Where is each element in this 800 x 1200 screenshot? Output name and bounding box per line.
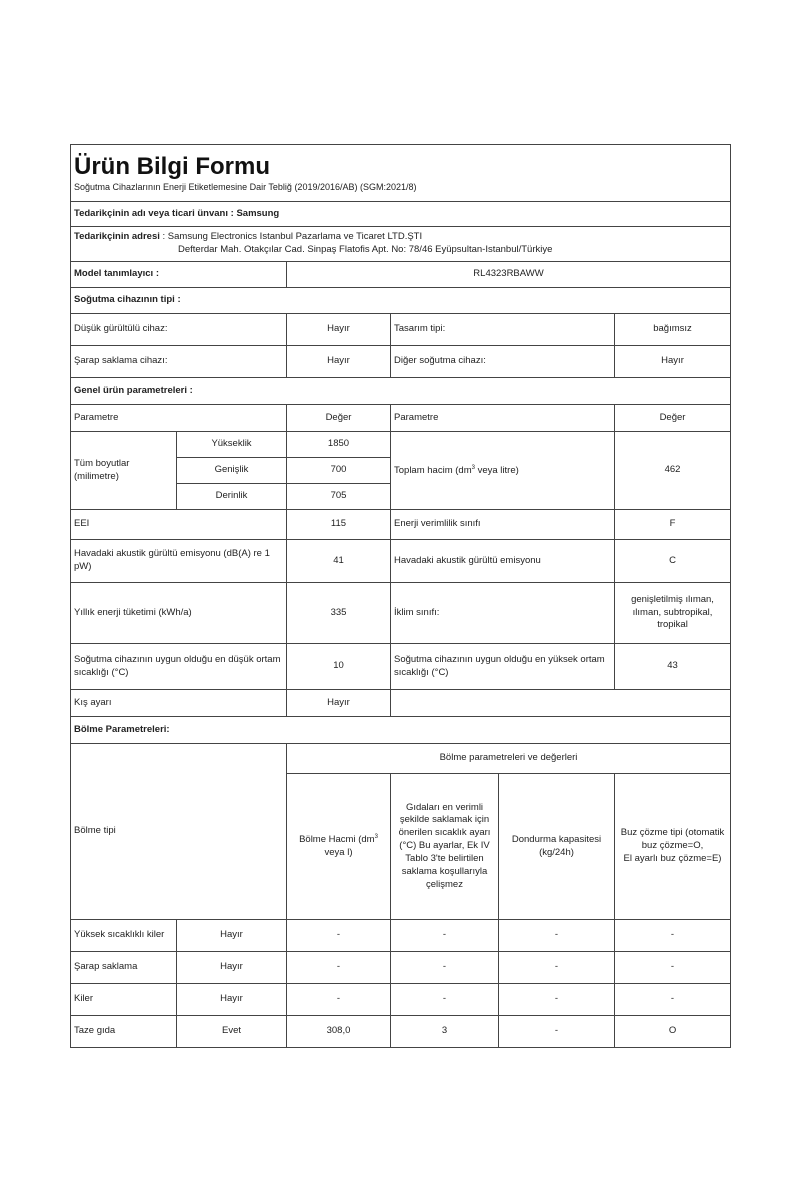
min-temp-label: Soğutma cihazının uygun olduğu en düşük ortam sıcaklığı (°C): [71, 644, 287, 690]
compartment-type-label: Bölme tipi: [71, 744, 287, 920]
compartment-freeze: -: [499, 920, 615, 952]
eei-value: 115: [287, 510, 391, 540]
form-subtitle: Soğutma Cihazlarının Enerji Etiketlemesine Dair Tebliğ (2019/2016/AB) (SGM:2021/8): [74, 181, 417, 192]
compartment-freeze: -: [499, 952, 615, 984]
comp-defrost-header: Buz çözme tipi (otomatik buz çözme=O, El ayarlı buz çözme=E): [615, 774, 731, 920]
supplier-name-label: Tedarikçinin adı veya ticari ünvanı :: [74, 207, 234, 219]
product-info-form: [70, 144, 731, 1048]
type-section-title: Soğutma cihazının tipi :: [71, 288, 731, 314]
design-type-value: bağımsız: [615, 314, 731, 346]
model-value: RL4323RBAWW: [287, 262, 731, 288]
design-type-label: Tasarım tipi:: [391, 314, 615, 346]
compartment-volume: 308,0: [287, 1016, 391, 1048]
supplier-name: Samsung: [236, 207, 280, 219]
compartment-name: Taze gıda: [71, 1016, 177, 1048]
model-label: Model tanımlayıcı :: [71, 262, 287, 288]
supplier-address-row: [71, 227, 731, 262]
compartment-name: Kiler: [71, 984, 177, 1016]
max-temp-value: 43: [615, 644, 731, 690]
compartment-temp: 3: [391, 1016, 499, 1048]
annual-energy-value: 335: [287, 583, 391, 644]
climate-value: genişletilmiş ılıman, ılıman, subtropikal, tropikal: [615, 583, 731, 644]
form-header: [71, 145, 731, 202]
other-value: Hayır: [615, 346, 731, 378]
low-noise-label: Düşük gürültülü cihaz:: [71, 314, 287, 346]
compartment-freeze: -: [499, 1016, 615, 1048]
other-label: Diğer soğutma cihazı:: [391, 346, 615, 378]
compartment-temp: -: [391, 920, 499, 952]
compartment-name: Şarap saklama: [71, 952, 177, 984]
form-title: Ürün Bilgi Formu: [74, 153, 270, 181]
energy-class-value: F: [615, 510, 731, 540]
max-temp-label: Soğutma cihazının uygun olduğu en yüksek ortam sıcaklığı (°C): [391, 644, 615, 690]
climate-label: İklim sınıfı:: [391, 583, 615, 644]
compartment-volume: -: [287, 952, 391, 984]
supplier-address-line1: : Samsung Electronics Istanbul Pazarlama ve Ticaret LTD.ŞTI: [162, 231, 423, 243]
noise-emission-label: Havadaki akustik gürültü emisyonu (dB(A) re 1 pW): [71, 540, 287, 583]
width-label: Genişlik: [177, 458, 287, 484]
table-row: [71, 920, 731, 952]
compartment-params-header: Bölme parametreleri ve değerleri: [287, 744, 731, 774]
noise-emission-value: 41: [287, 540, 391, 583]
general-section-title: Genel ürün parametreleri :: [71, 378, 731, 405]
comp-volume-header: Bölme Hacmi ($dm^3$ veya l): [287, 774, 391, 920]
winter-empty: [391, 690, 731, 717]
compartment-freeze: -: [499, 984, 615, 1016]
value-header-right: Değer: [615, 405, 731, 432]
width-value: 700: [287, 458, 391, 484]
compartment-present: Hayır: [177, 952, 287, 984]
comp-temp-header: Gıdaları en verimli şekilde saklamak için önerilen sıcaklık ayarı (°C) Bu ayarlar, Ek IV Tablo 3'te belirtilen saklama koşullarıyla çelişmez: [391, 774, 499, 920]
wine-label: Şarap saklama cihazı:: [71, 346, 287, 378]
supplier-address-line2: Defterdar Mah. Otakçılar Cad. Sinpaş Flatofis Apt. No: 78/46 Eyüpsultan-Istanbul/Türkiye: [178, 244, 553, 255]
compartment-temp: -: [391, 952, 499, 984]
compartment-name: Yüksek sıcaklıklı kiler: [71, 920, 177, 952]
compartment-section-title: Bölme Parametreleri:: [71, 717, 731, 744]
table-row: [71, 984, 731, 1016]
annual-energy-label: Yıllık enerji tüketimi (kWh/a): [71, 583, 287, 644]
dims-label: Tüm boyutlar (milimetre): [71, 432, 177, 510]
winter-label: Kış ayarı: [71, 690, 287, 717]
volume-value: 462: [615, 432, 731, 510]
compartment-present: Hayır: [177, 984, 287, 1016]
height-value: 1850: [287, 432, 391, 458]
noise-class-label: Havadaki akustik gürültü emisyonu: [391, 540, 615, 583]
comp-freeze-header: Dondurma kapasitesi (kg/24h): [499, 774, 615, 920]
table-row: [71, 952, 731, 984]
compartment-defrost: -: [615, 952, 731, 984]
noise-class-value: C: [615, 540, 731, 583]
compartment-present: Evet: [177, 1016, 287, 1048]
low-noise-value: Hayır: [287, 314, 391, 346]
supplier-address-label: Tedarikçinin adresi: [74, 231, 160, 243]
energy-class-label: Enerji verimlilik sınıfı: [391, 510, 615, 540]
table-row: [71, 1016, 731, 1048]
param-header-right: Parametre: [391, 405, 615, 432]
height-label: Yükseklik: [177, 432, 287, 458]
param-header: Parametre: [71, 405, 287, 432]
eei-label: EEI: [71, 510, 287, 540]
min-temp-value: 10: [287, 644, 391, 690]
value-header: Değer: [287, 405, 391, 432]
supplier-name-row: [71, 202, 731, 227]
compartment-defrost: -: [615, 984, 731, 1016]
compartment-present: Hayır: [177, 920, 287, 952]
compartment-rows: [71, 920, 731, 1048]
compartment-temp: -: [391, 984, 499, 1016]
wine-value: Hayır: [287, 346, 391, 378]
compartment-volume: -: [287, 984, 391, 1016]
winter-value: Hayır: [287, 690, 391, 717]
depth-label: Derinlik: [177, 484, 287, 510]
depth-value: 705: [287, 484, 391, 510]
compartment-defrost: O: [615, 1016, 731, 1048]
volume-label: Toplam hacim ($dm^3$ veya litre): [391, 432, 615, 510]
compartment-volume: -: [287, 920, 391, 952]
compartment-defrost: -: [615, 920, 731, 952]
